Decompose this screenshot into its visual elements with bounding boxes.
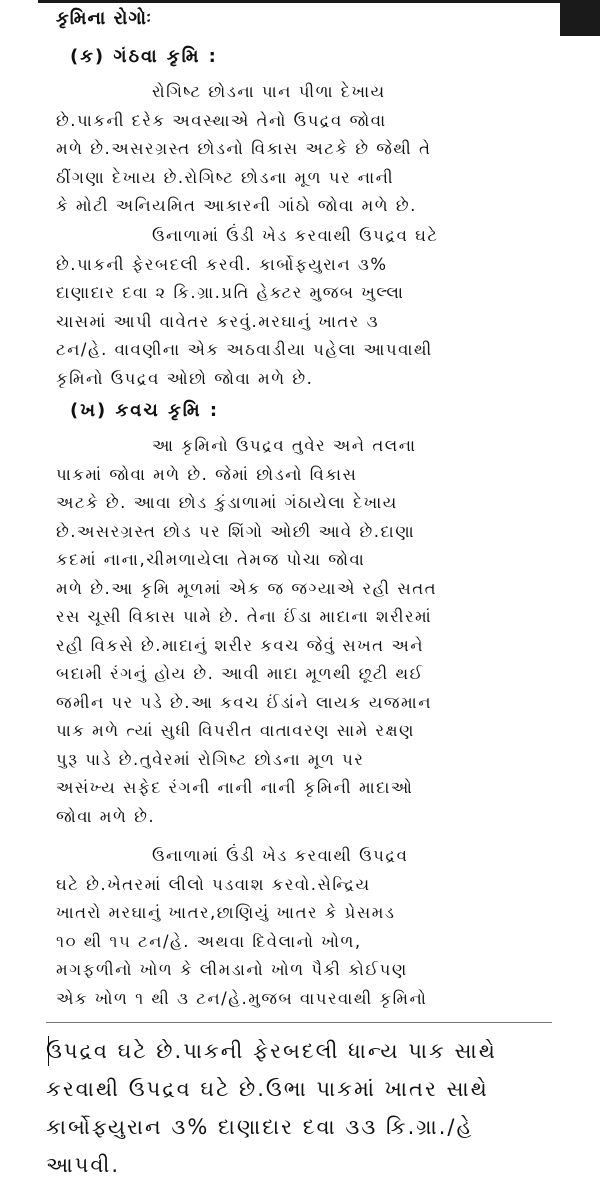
- text-line: આપવી.: [46, 1153, 121, 1177]
- text-line: ઉનાળામાં ઉંડી ખેડ કરવાથી ઉપદ્રવ: [152, 846, 409, 865]
- text-line: મગફળીનો ખોળ કે લીમડાનો ખોળ પૈકી કોઈપણ: [56, 960, 408, 979]
- text-line: મળે છે.આ કૃમિ મૂળમાં એક જ જગ્યાએ રહી સતત: [56, 578, 438, 598]
- header-dark-block: [560, 0, 600, 36]
- text-line: રસ ચૂસી વિકાસ પામે છે. તેના ઈંડા માદાના શરીરમાં: [56, 607, 433, 626]
- page-title: કૃમિના રોગોઃ: [56, 8, 153, 29]
- text-line: ખાતરો મરઘાનું ખાતર,છાણિયું ખાતર કે પ્રેસમડ: [56, 903, 396, 922]
- text-line: છે.અસરગ્રસ્ત છોડ પર શિંગો ઓછી આવે છે.દાણા: [56, 521, 416, 541]
- text-line: કૃમિનો ઉપદ્રવ ઓછો જોવા મળે છે.: [56, 368, 314, 388]
- text-line: ૧૦ થી ૧૫ ટન/હે. અથવા દિવેલાનો ખોળ,: [56, 931, 362, 951]
- text-line: જમીન પર પડે છે.આ કવચ ઈંડાંને લાયક યજમાન: [56, 692, 433, 712]
- text-line: અટકે છે. આવા છોડ કુંડાળામાં ગંઠાયેલા દેખાય: [56, 493, 398, 512]
- section-k-paragraph-2: [56, 222, 548, 393]
- text-line: પાકમાં જોવા મળે છે. જેમાં છોડનો વિકાસ: [56, 464, 358, 484]
- text-line: છે.પાકની દરેક અવસ્થાએ તેનો ઉપદ્રવ જોવા: [56, 110, 387, 130]
- text-line: કદમાં નાના,ચીમળાયેલા તેમજ પોચા જોવા: [56, 550, 366, 569]
- text-line: ઘટે છે.ખેતરમાં લીલો પડવાશ કરવો.સેન્દ્રિય: [56, 874, 371, 894]
- text-line: કરવાથી ઉપદ્રવ ઘટે છે.ઉભા પાકમાં ખાતર સાથે: [46, 1077, 489, 1101]
- text-line: અસંખ્ય સફેદ રંગની નાની નાની કૃમિની માદાઓ: [56, 778, 414, 797]
- text-line: આ કૃમિનો ઉપદ્રવ તુવેર અને તલના: [152, 436, 417, 455]
- text-line: ચાસમાં આપી વાવેતર કરવું.મરઘાનું ખાતર ૩: [56, 311, 380, 331]
- section-kh-title: (ખ) કવચ કૃમિ :: [70, 400, 220, 421]
- text-line: ઉપદ્રવ ઘટે છે.પાકની ફેરબદલી ધાન્ય પાક સાથે: [46, 1039, 497, 1063]
- text-line: દાણાદાર દવા ૨ કિ.ગ્રા.પ્રતિ હેક્ટર મુજબ ખુલ્લા: [56, 283, 405, 302]
- text-line: ઉનાળામાં ઉંડી ખેડ કરવાથી ઉપદ્રવ ઘટે: [152, 226, 439, 245]
- section-k-title: (ક) ગંઠવા કૃમિ :: [70, 46, 218, 67]
- section-kh-paragraph-1: [56, 432, 548, 831]
- section-divider: [46, 1022, 552, 1023]
- text-line: રહી વિકસે છે.માદાનું શરીર કવચ જેવું સખત અને: [56, 635, 425, 655]
- text-line: ઠીંગણા દેખાય છે.રોગિષ્ટ છોડના મૂળ પર નાની: [56, 167, 395, 187]
- text-line: પુરૂ પાડે છે.તુવેરમાં રોગિષ્ટ છોડના મૂળ પર: [56, 749, 365, 769]
- text-line: રોગિષ્ટ છોડના પાન પીળા દેખાય: [152, 82, 386, 101]
- text-line: ટન/હે. વાવણીના એક અઠવાડીયા પહેલા આપવાથી: [56, 340, 433, 359]
- section-kh-paragraph-2: [56, 842, 548, 1013]
- text-line: છે.પાકની ફેરબદલી કરવી. કાર્બોફયુરાન ૩%: [56, 254, 388, 274]
- text-line: કાર્બોફ્યુરાન ૩% દાણાદાર દવા ૩૩ કિ.ગ્રા./હે: [46, 1115, 474, 1139]
- text-line: કે મોટી અનિયમિત આકારની ગાંઠો જોવા મળે છે.: [56, 196, 417, 215]
- text-line: પાક મળે ત્યાં સુધી વિપરીત વાતાવરણ સામે રક્ષણ: [56, 721, 415, 740]
- section-k-paragraph-1: [56, 78, 548, 221]
- text-line: મળે છે.અસરગ્રસ્ત છોડનો વિકાસ અટકે છે જેથી તે: [56, 139, 432, 158]
- text-line: જોવા મળે છે.: [56, 806, 156, 826]
- text-line: એક ખોળ ૧ થી ૩ ટન/હે.મુજબ વાપરવાથી કૃમિનો: [56, 988, 428, 1008]
- top-rule: [38, 0, 560, 3]
- text-line: બદામી રંગનું હોય છે. આવી માદા મૂળથી છૂટી થઈ: [56, 664, 424, 683]
- continuation-block: [46, 1032, 566, 1184]
